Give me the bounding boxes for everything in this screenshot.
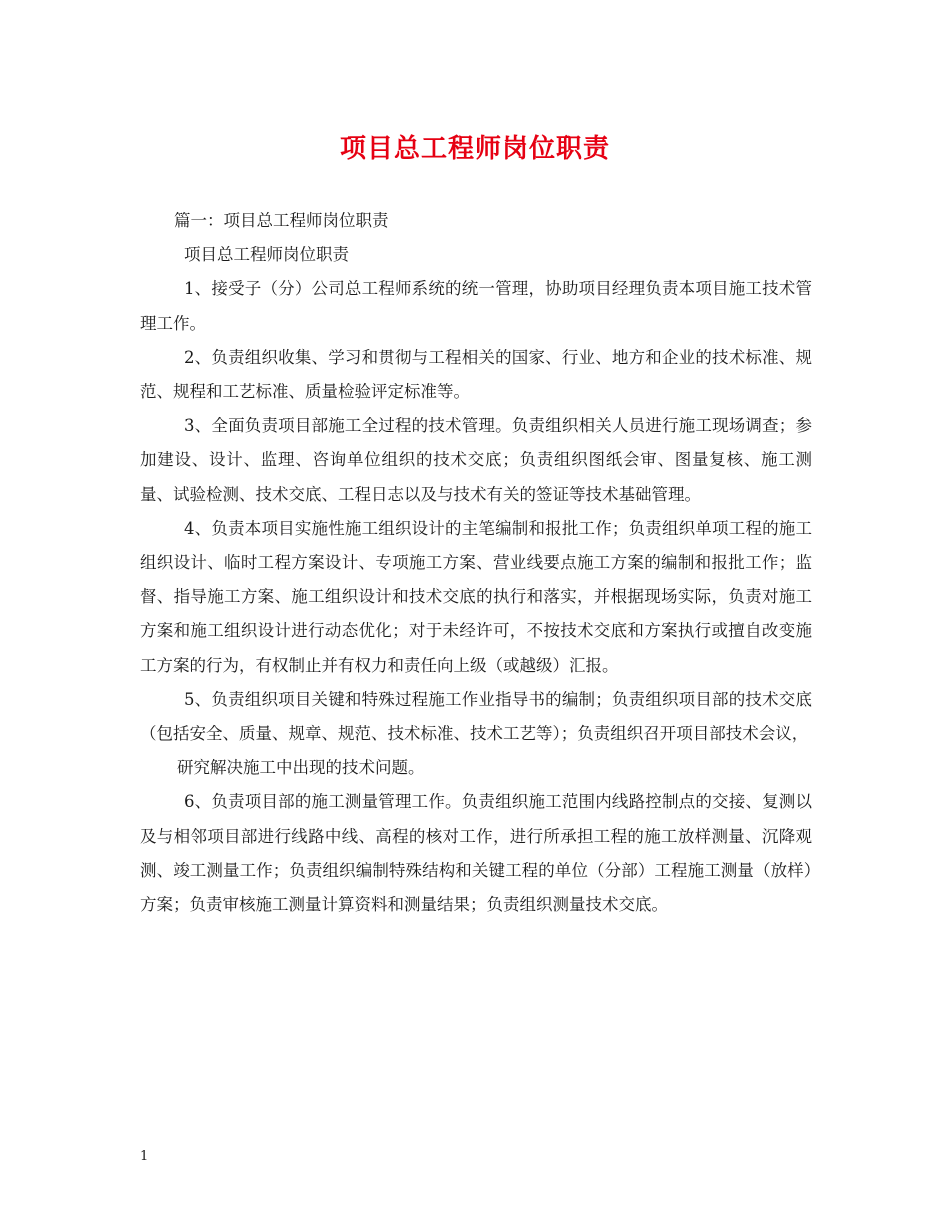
paragraph-3: 3、全面负责项目部施工全过程的技术管理。负责组织相关人员进行施工现场调查；参加建设、设计、监理、咨询单位组织的技术交底；负责组织图纸会审、图量复核、施工测量、试验检测、技术交底、工程日志以及与技术有关的签证等技术基础管理。 — [140, 416, 812, 504]
paragraph-6: 6、负责项目部的施工测量管理工作。负责组织施工范围内线路控制点的交接、复测以及与相邻项目部进行线路中线、高程的核对工作，进行所承担工程的施工放样测量、沉降观测、竣工测量工作；负责组织编制特殊结构和关键工程的单位（分部）工程施工测量（放样）方案；负责审核施工测量计算资料和测量结果；负责组织测量技术交底。 — [140, 792, 812, 915]
section-heading: 篇一：项目总工程师岗位职责 — [174, 211, 389, 230]
page-number: 1 — [140, 1149, 149, 1164]
paragraph-2: 2、负责组织收集、学习和贯彻与工程相关的国家、行业、地方和企业的技术标准、规范、规程和工艺标准、质量检验评定标准等。 — [140, 347, 812, 402]
paragraph-4: 4、负责本项目实施性施工组织设计的主笔编制和报批工作；负责组织单项工程的施工组织设计、临时工程方案设计、专项施工方案、营业线要点施工方案的编制和报批工作；监督、指导施工方案、施工组织设计和技术交底的执行和落实，并根据现场实际，负责对施工方案和施工组织设计进行动态优化；对于未经许可，不按技术交底和方案执行或擅自改变施工方案的行为，有权制止并有权力和责任向上级（或越级）汇报。 — [140, 518, 812, 675]
document-body — [140, 204, 812, 922]
document-title: 项目总工程师岗位职责 — [339, 134, 610, 164]
paragraph-5: 5、负责组织项目关键和特殊过程施工作业指导书的编制；负责组织项目部的技术交底（包括安全、质量、规章、规范、技术标准、技术工艺等）；负责组织召开项目部技术会议， — [140, 689, 812, 744]
sub-heading: 项目总工程师岗位职责 — [184, 245, 349, 265]
paragraph-1: 1、接受子（分）公司总工程师系统的统一管理，协助项目经理负责本项目施工技术管理工作。 — [140, 279, 812, 333]
paragraph-5-continued: 研究解决施工中出现的技术问题。 — [177, 758, 425, 778]
